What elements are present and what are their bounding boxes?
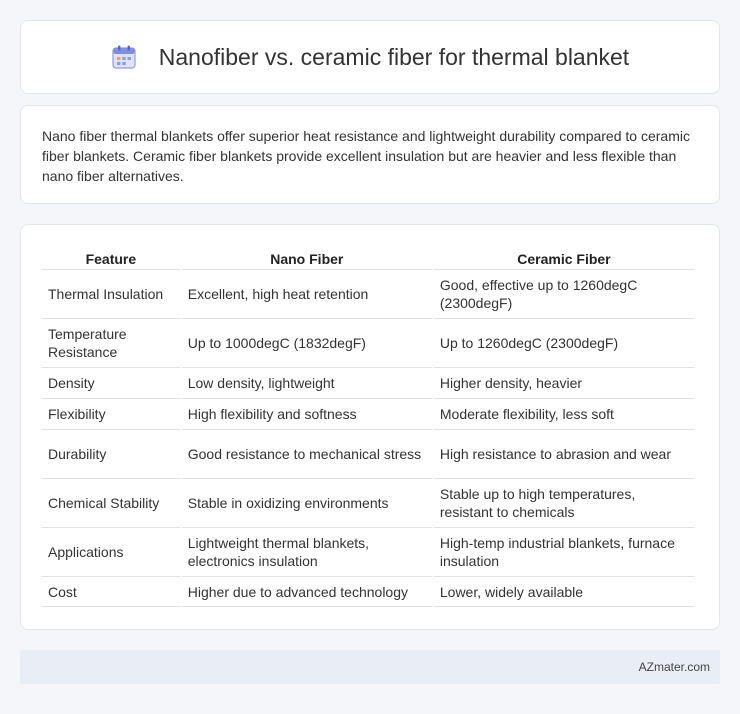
- table-cell: Good, effective up to 1260degC (2300degF): [434, 270, 694, 319]
- page-title: Nanofiber vs. ceramic fiber for thermal blanket: [158, 43, 630, 70]
- table-cell: Higher due to advanced technology: [182, 577, 432, 607]
- table-cell: Stable up to high temperatures, resistant to chemicals: [434, 479, 694, 528]
- footer-bar: [20, 650, 720, 684]
- table-cell: Low density, lightweight: [182, 368, 432, 399]
- table-cell: High flexibility and softness: [182, 399, 432, 430]
- table-cell: Lower, widely available: [434, 577, 694, 607]
- table-row: [42, 399, 694, 430]
- table-row: [42, 479, 694, 528]
- table-row: [42, 577, 694, 607]
- table-cell: Durability: [42, 430, 180, 479]
- intro-text: Nano fiber thermal blankets offer superior heat resistance and lightweight durability compared to ceramic fiber blankets. Ceramic fiber blankets provide excellent insulation but are heavier and less flexible than nano fiber alternatives.: [42, 128, 690, 184]
- table-cell: Up to 1000degC (1832degF): [182, 319, 432, 368]
- table-row: [42, 270, 694, 319]
- comparison-table: [40, 244, 696, 607]
- header-nano-fiber: Nano Fiber: [182, 244, 432, 270]
- table-row: [42, 368, 694, 399]
- table-row: [42, 528, 694, 577]
- table-cell: Cost: [42, 577, 180, 607]
- header-feature: Feature: [42, 244, 180, 270]
- table-cell: Density: [42, 368, 180, 399]
- table-cell: Moderate flexibility, less soft: [434, 399, 694, 430]
- table-cell: Chemical Stability: [42, 479, 180, 528]
- footer-brand: AZmater.com: [638, 660, 710, 674]
- intro-card: [20, 105, 720, 204]
- table-cell: Higher density, heavier: [434, 368, 694, 399]
- table-cell: Up to 1260degC (2300degF): [434, 319, 694, 368]
- table-header-row: [42, 244, 694, 270]
- table-cell: Flexibility: [42, 399, 180, 430]
- table-cell: High-temp industrial blankets, furnace insulation: [434, 528, 694, 577]
- table-cell: Stable in oxidizing environments: [182, 479, 432, 528]
- table-cell: Temperature Resistance: [42, 319, 180, 368]
- comparison-table-card: [20, 224, 720, 630]
- table-cell: High resistance to abrasion and wear: [434, 430, 694, 479]
- table-cell: Applications: [42, 528, 180, 577]
- table-cell: Good resistance to mechanical stress: [182, 430, 432, 479]
- calendar-icon: [111, 44, 137, 70]
- table-cell: Lightweight thermal blankets, electronics insulation: [182, 528, 432, 577]
- table-row: [42, 430, 694, 479]
- table-cell: Excellent, high heat retention: [182, 270, 432, 319]
- table-cell: Thermal Insulation: [42, 270, 180, 319]
- header-ceramic-fiber: Ceramic Fiber: [434, 244, 694, 270]
- title-card: [20, 20, 720, 94]
- table-row: [42, 319, 694, 368]
